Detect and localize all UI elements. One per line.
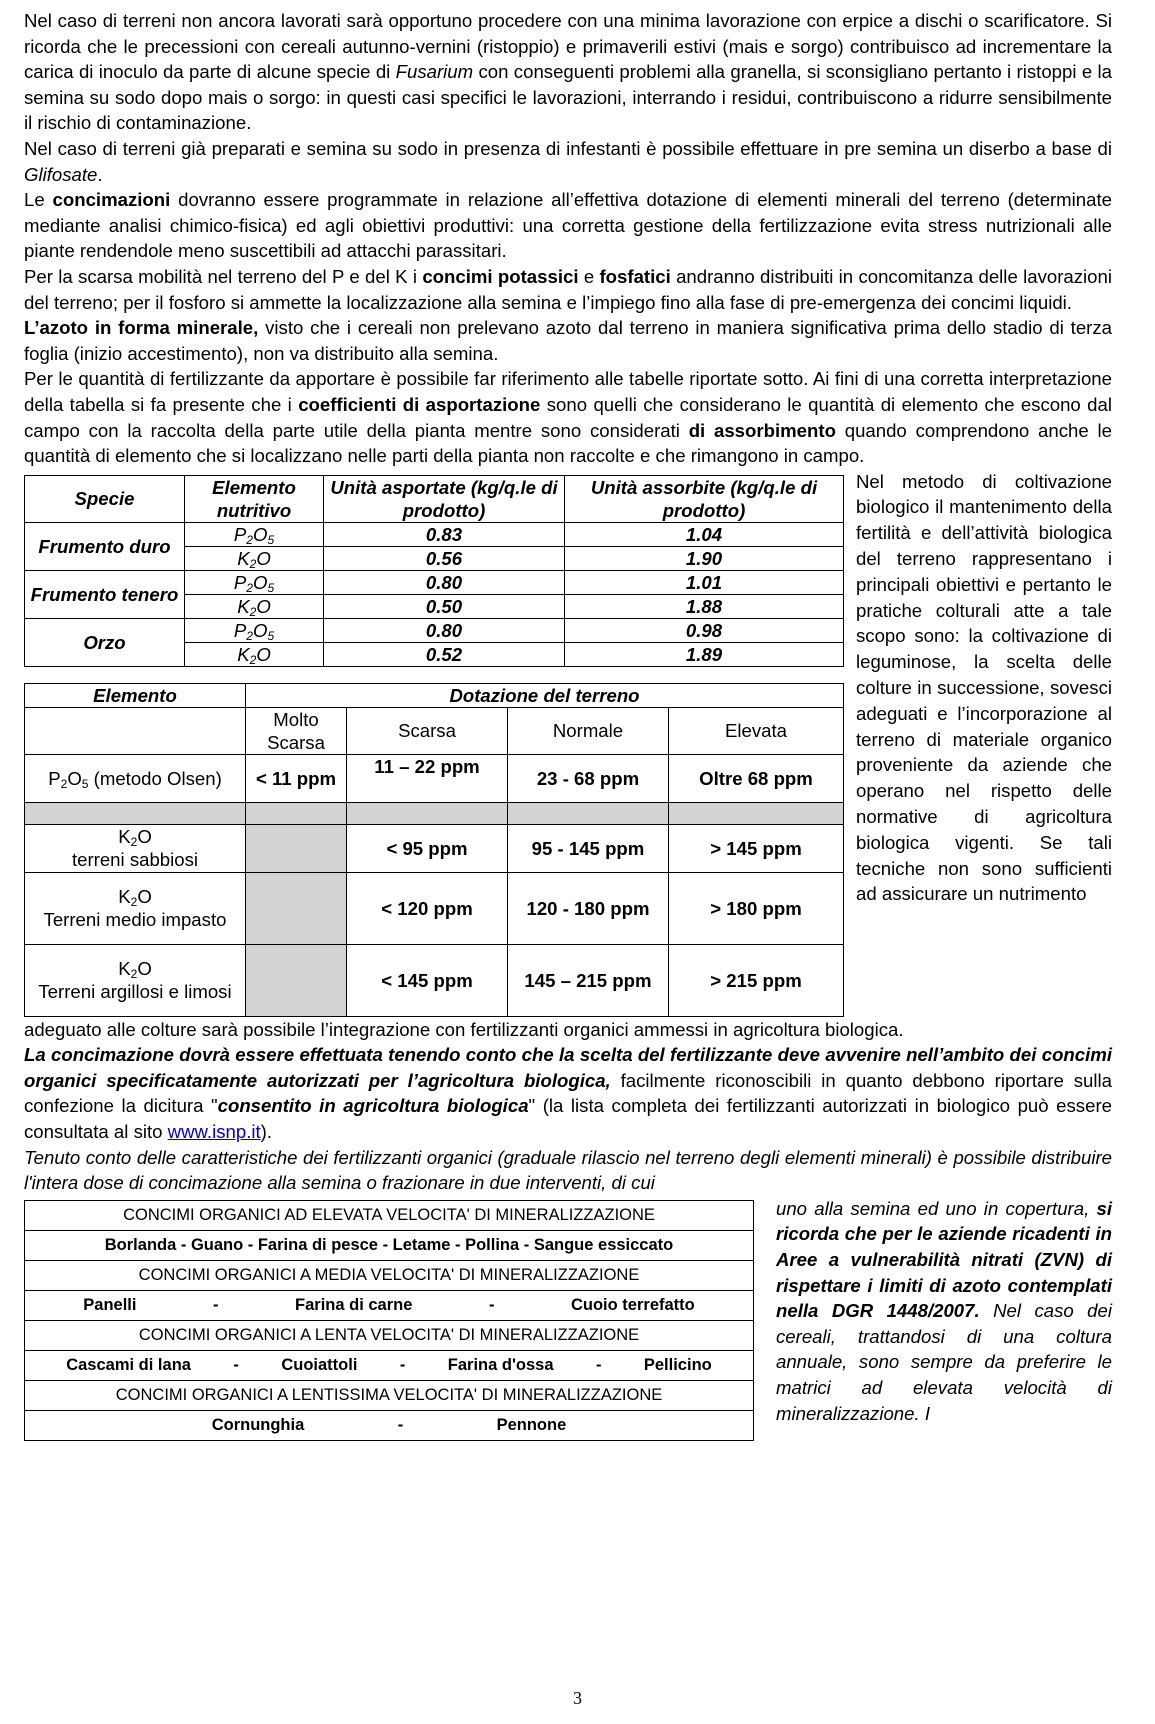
table-cell-empty <box>25 707 246 754</box>
table-cell-value: 1.88 <box>565 594 844 618</box>
table-cell-value: 0.98 <box>565 618 844 642</box>
table-separator-row <box>25 802 844 824</box>
table-header-elemento: Elemento nutritivo <box>185 475 324 522</box>
table-category: CONCIMI ORGANICI A LENTISSIMA VELOCITA' DI MINERALIZZAZIONE <box>25 1380 754 1410</box>
table-items: Cascami di lana - Cuoiattoli - Farina d'ossa - Pellicino <box>25 1350 754 1380</box>
table-cell-value: 1.01 <box>565 570 844 594</box>
table-cell-value: 145 – 215 ppm <box>508 944 669 1016</box>
table-header-dotazione: Dotazione del terreno <box>246 683 844 707</box>
page-number: 3 <box>573 1688 582 1708</box>
table-header-level: Elevata <box>669 707 844 754</box>
table-dotazione <box>24 683 844 1017</box>
table-cell-value: > 180 ppm <box>669 872 844 944</box>
table-cell-value: 0.80 <box>324 570 565 594</box>
sidebar-text-biologico: Nel metodo di coltivazione biologico il mantenimento della fertilità e dell’attività biologica del terreno rappresentano i principali obiettivi e pertanto le pratiche colturali atte a tale scopo sono: la coltivazione di leguminose, la scelta delle colture in successione, sovesci adeguati e l’incorporazione al terreno di materiale organico proveniente da aziende che operano nel rispetto delle normative di agricoltura biologica vigenti. Se tali tecniche non sono sufficienti ad assicurare un nutrimento <box>856 470 1112 905</box>
table-row-label-k2o: $K_2O$ Terreni medio impasto <box>25 872 246 944</box>
table-cell-value: < 11 ppm <box>246 754 347 802</box>
table-header-assorbite: Unità assorbite (kg/q.le di prodotto) <box>565 475 844 522</box>
table-cell-value: 1.90 <box>565 546 844 570</box>
table-category: CONCIMI ORGANICI A MEDIA VELOCITA' DI MINERALIZZAZIONE <box>25 1260 754 1290</box>
table-cell-value: 0.56 <box>324 546 565 570</box>
sidebar-text-zvn: uno alla semina ed uno in copertura, si ricorda che per le aziende ricadenti in Aree a vulnerabilità nitrati (ZVN) di rispettare i limiti di azoto contemplati nella DGR 1448/2007. Nel caso dei cereali, trattandosi di una coltura annuale, sono sempre da preferire le matrici ad elevata velocità di mineralizzazione. I <box>776 1197 1112 1424</box>
paragraph-azoto: L’azoto in forma minerale, visto che i cereali non prelevano azoto dal terreno in maniera significativa prima dello stadio di terza foglia (inizio accestimento), non va distribuito alla semina. <box>24 317 1112 364</box>
table-cell-value: 1.04 <box>565 522 844 546</box>
table-cell-value: > 145 ppm <box>669 824 844 872</box>
isnp-link[interactable]: www.isnp.it <box>167 1121 261 1143</box>
table-row-label-k2o: $K_2O$ terreni sabbiosi <box>25 824 246 872</box>
table-cell-value: 1.89 <box>565 642 844 666</box>
table-header-level: Scarsa <box>347 707 508 754</box>
paragraph-concimazioni: Le concimazioni dovranno essere programmate in relazione all’effettiva dotazione di elementi minerali del terreno (determinate mediante analisi chimico-fisica) ed agli obiettivi produttivi: una corretta gestione della fertilizzazione evita stress nutrizionali alle piante rendendole meno suscettibili ad attacchi parassitari. <box>24 189 1112 262</box>
table-cell-value: > 215 ppm <box>669 944 844 1016</box>
table-cell-value: < 145 ppm <box>347 944 508 1016</box>
table-cell-value: 120 - 180 ppm <box>508 872 669 944</box>
table-cell-value: 23 - 68 ppm <box>508 754 669 802</box>
table-cell-value: 0.50 <box>324 594 565 618</box>
table-cell-value: < 120 ppm <box>347 872 508 944</box>
table-items: Borlanda - Guano - Farina di pesce - Letame - Pollina - Sangue essiccato <box>25 1230 754 1260</box>
table-cell-element: $P_2O_5$ <box>185 570 324 594</box>
table-cell-element: $K_2O$ <box>185 642 324 666</box>
table-cell-value: 95 - 145 ppm <box>508 824 669 872</box>
table-concimi-organici <box>24 1200 754 1441</box>
paragraph-coefficienti: Per le quantità di fertilizzante da apportare è possibile far riferimento alle tabelle riportate sotto. Ai fini di una corretta interpretazione della tabella si fa presente che i coefficienti di asportazione sono quelli che considerano le quantità di elemento che escono dal campo con la raccolta della parte utile della pianta mentre sono considerati di assorbimento quando comprendono anche le quantità di elemento che si localizzano nelle parti della pianta non raccolte e che rimangono in campo. <box>24 368 1112 467</box>
table-cell-element: $K_2O$ <box>185 546 324 570</box>
tables-area <box>24 475 844 1017</box>
table-header-asportate: Unità asportate (kg/q.le di prodotto) <box>324 475 565 522</box>
table-cell-element: $P_2O_5$ <box>185 618 324 642</box>
table-items: Panelli - Farina di carne - Cuoio terrefatto <box>25 1290 754 1320</box>
table-row-label-k2o: $K_2O$ Terreni argillosi e limosi <box>25 944 246 1016</box>
paragraph-concimi-biologici: La concimazione dovrà essere effettuata tenendo conto che la scelta del fertilizzante deve avvenire nell’ambito dei concimi organici specificatamente autorizzati per l’agricoltura biologica, facilmente riconoscibili in quanto debbono riportare sulla confezione la dicitura "consentito in agricoltura biologica" (la lista completa dei fertilizzanti autorizzati in biologico può essere consultata al sito www.isnp.it). <box>24 1044 1112 1143</box>
table-cell-species: Frumento tenero <box>25 570 185 618</box>
paragraph-lavorazione: Nel caso di terreni non ancora lavorati sarà opportuno procedere con una minima lavorazione con erpice a dischi o scarificatore. Si ricorda che le precessioni con cereali autunno-vernini (ristoppio) e primaverili estivi (mais e sorgo) contribuisco ad incrementare la carica di inoculo da parte di alcune specie di Fusarium con conseguenti problemi alla granella, si sconsigliano pertanto i ristoppi e la semina su sodo dopo mais o sorgo: in questi casi specifici le lavorazioni, interrando i residui, contribuiscono a ridurre sensibilmente il rischio di contaminazione. <box>24 10 1112 134</box>
table-header-elemento: Elemento <box>25 683 246 707</box>
document-page <box>24 8 1112 1441</box>
table-cell-value: 0.83 <box>324 522 565 546</box>
paragraph-potassici-fosfatici: Per la scarsa mobilità nel terreno del P e del K i concimi potassici e fosfatici andranno distribuiti in concomitanza delle lavorazioni del terreno; per il fosforo si ammette la localizzazione alla semina e l’impiego fino alla fase di pre-emergenza dei concimi liquidi. <box>24 265 1112 313</box>
paragraph-integrazione: adeguato alle colture sarà possibile l’integrazione con fertilizzanti organici ammessi in agricoltura biologica. <box>24 1018 904 1040</box>
table-row-label-p2o5: $P_2O_5$ (metodo Olsen) <box>25 754 246 802</box>
table-cell-value: Oltre 68 ppm <box>669 754 844 802</box>
table-cell-value: 11 – 22 ppm <box>347 754 508 802</box>
table-cell-element: $K_2O$ <box>185 594 324 618</box>
table-header-specie: Specie <box>25 475 185 522</box>
table-cell-species: Frumento duro <box>25 522 185 570</box>
table-cell-empty <box>246 944 347 1016</box>
table-asportazioni <box>24 475 844 667</box>
table-cell-value: 0.80 <box>324 618 565 642</box>
table-cell-element: $P_2O_5$ <box>185 522 324 546</box>
table-header-level: Normale <box>508 707 669 754</box>
table-items: Cornunghia - Pennone <box>25 1410 754 1440</box>
table-cell-value: 0.52 <box>324 642 565 666</box>
table-category: CONCIMI ORGANICI AD ELEVATA VELOCITA' DI MINERALIZZAZIONE <box>25 1200 754 1230</box>
table-cell-value: < 95 ppm <box>347 824 508 872</box>
table-cell-empty <box>246 872 347 944</box>
paragraph-fertilizzanti-organici: Tenuto conto delle caratteristiche dei fertilizzanti organici (graduale rilascio nel terreno degli elementi minerali) è possibile distribuire l'intera dose di concimazione alla semina o frazionare in due interventi, di cui <box>24 1146 1112 1194</box>
table-cell-empty <box>246 824 347 872</box>
table-cell-species: Orzo <box>25 618 185 666</box>
table-category: CONCIMI ORGANICI A LENTA VELOCITA' DI MINERALIZZAZIONE <box>25 1320 754 1350</box>
table-header-level: Molto Scarsa <box>246 707 347 754</box>
paragraph-diserbo: Nel caso di terreni già preparati e semina su sodo in presenza di infestanti è possibile effettuare in pre semina un diserbo a base di Glifosate. <box>24 137 1112 185</box>
